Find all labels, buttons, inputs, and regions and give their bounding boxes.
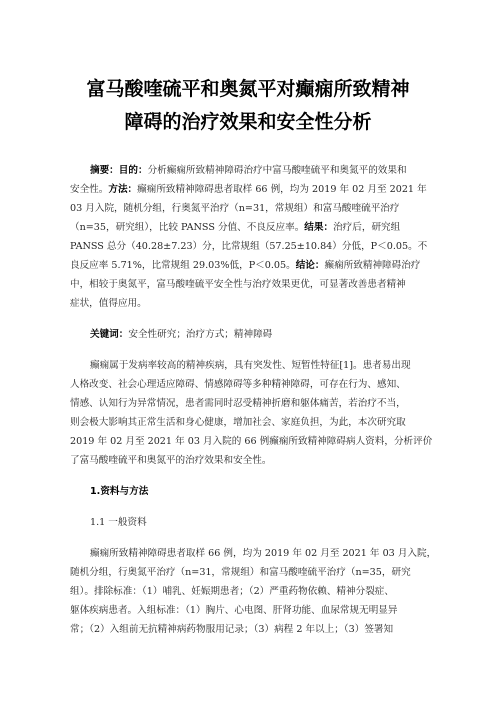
abstract-line-4 [70,222,400,234]
objective-label: 目的： [118,165,148,176]
section-line-3: 组）。排除标准：（1）哺乳、妊娠期患者；（2）严重药物依赖、精神分裂症、 [70,586,394,597]
section-line-1: 癫痫所致精神障碍患者取样 66 例，均为 2019 年 02 月至 2021 年 03 月入院， [90,548,437,559]
abstract-label: 摘要： [90,165,119,176]
abstract-line-1 [90,165,407,177]
abstract-text: （n=35，研究组），比较 PANSS 分值、不良反应率。 [70,222,305,233]
abstract-line-7: 中，相较于奥氮平，富马酸喹硫平安全性与治疗效果更优，可显著改善患者精神 [70,279,406,290]
paper-title-line-1: 富马酸喹硫平和奥氮平对癫痫所致精神 [86,78,410,100]
section-line-4: 躯体疾病患者。入组标准：（1）胸片、心电图、肝肾功能、血尿常规无明显异 [70,605,398,616]
abstract-text: 良反应率 5.71%，比常规组 29.03%低，P＜0.05。 [70,260,296,271]
abstract-text: 分析癫痫所致精神障碍治疗中富马酸喹硫平和奥氮平的效果和 [147,165,407,176]
conclusion-label: 结论： [295,260,325,271]
abstract-line-2 [70,184,427,196]
abstract-line-3: 03 月入院，随机分组，行奥氮平治疗（n=31，常规组）和富马酸喹硫平治疗 [70,203,400,214]
keywords-label: 关键词： [90,329,129,340]
intro-line-3: 情感、认知行为异常情况，患者需同时忍受精神折磨和躯体痛苦，若治疗不当， [70,398,406,409]
section-line-5: 常；（2）入组前无抗精神病药物服用记录；（3）病程 2 年以上；（3）签署知 [70,624,394,635]
abstract-text: 癫痫所致精神障碍患者取样 66 例，均为 2019 年 02 月至 2021 年 [137,184,427,195]
keywords-line [90,329,272,341]
keywords-text: 安全性研究；治疗方式；精神障碍 [128,329,273,340]
abstract-text: 治疗后，研究组 [333,222,401,233]
section-line-2: 随机分组，行奥氮平治疗（n=31，常规组）和富马酸喹硫平治疗（n=35，研究 [70,567,411,578]
abstract-line-8: 症状，值得应用。 [70,298,147,309]
intro-line-4: 则会极大影响其正常生活和身心健康，增加社会、家庭负担，为此，本次研究取 [70,417,406,428]
abstract-line-6 [70,260,420,272]
subsection-heading: 1.1 一般资料 [90,517,147,528]
paper-title-line-2: 障碍的治疗效果和安全性分析 [124,111,372,133]
result-label: 结果： [304,222,334,233]
abstract-text: 安全性。 [70,184,109,195]
intro-line-2: 人格改变、社会心理适应障碍、情感障碍等多种精神障碍，可存在行为、感知、 [70,379,406,390]
intro-line-1: 癫痫属于发病率较高的精神疾病，具有突发性、短暂性特征[1]。患者易出现 [90,360,411,371]
abstract-text: 癫痫所致精神障碍治疗 [324,260,421,271]
method-label: 方法： [108,184,138,195]
intro-line-6: 了富马酸喹硫平和奥氮平的治疗效果和安全性。 [70,455,272,466]
intro-line-5: 2019 年 02 月至 2021 年 03 月入院的 66 例癫痫所致精神障碍病人资料，分析评价 [70,436,433,447]
section-heading: 1.资料与方法 [90,486,149,497]
abstract-line-5: PANSS 总分（40.28±7.23）分，比常规组（57.25±10.84）分低，P＜0.05。不 [70,241,428,252]
